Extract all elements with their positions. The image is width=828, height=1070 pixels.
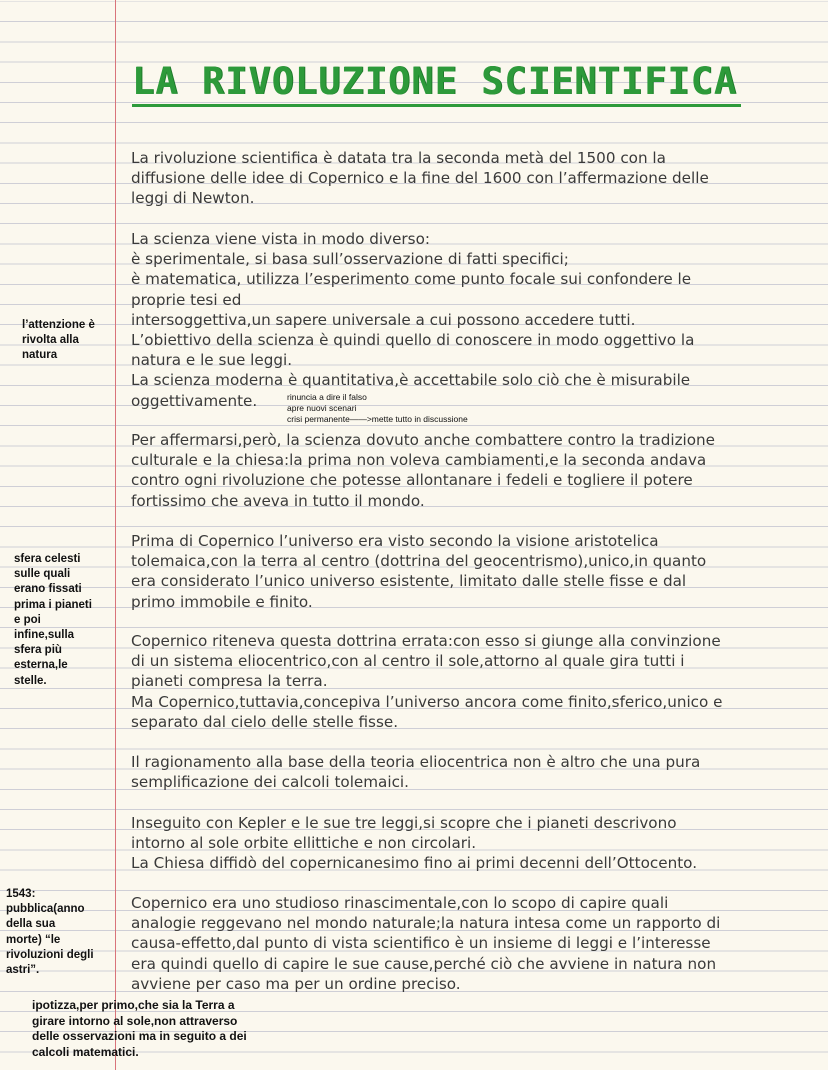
text-line: contro ogni rivoluzione che potesse allontanare i fedeli e togliere il potere: [131, 471, 693, 490]
side-note-line: morte) “le: [6, 933, 61, 946]
side-note-line: della sua: [6, 918, 56, 931]
side-note-line: pubblica(anno: [6, 903, 85, 916]
side-note-line: stelle.: [14, 674, 47, 687]
text-line: La rivoluzione scientifica è datata tra la seconda metà del 1500 con la: [131, 149, 666, 167]
text-line: intorno al sole orbite ellittiche e non circolari.: [131, 834, 477, 853]
bottom-note: [32, 998, 247, 1060]
text-line: primo immobile e finito.: [131, 592, 313, 611]
paragraph-kepler: [131, 813, 697, 874]
margin-line: [115, 0, 116, 1070]
side-note-line: e poi: [14, 613, 41, 626]
small-note-line: rinuncia a dire il falso: [287, 392, 367, 402]
small-note-line: apre nuovi scenari: [287, 403, 357, 413]
side-note-1543: [6, 887, 94, 978]
text-line: fortissimo che aveva in tutto il mondo.: [131, 491, 425, 510]
small-note-line: crisi permanente——>mette tutto in discussione: [287, 414, 468, 424]
paragraph-intro: [131, 148, 709, 209]
side-note-nature: [22, 318, 95, 364]
text-line: culturale e la chiesa:la prima non voleva cambiamenti,e la seconda andava: [131, 451, 707, 470]
text-line: intersoggettiva,un sapere universale a cui possono accedere tutti.: [131, 310, 636, 329]
text-line: Copernico riteneva questa dottrina errata:con esso si giunge alla convinzione: [131, 632, 721, 650]
bottom-note-line: delle osservazioni ma in seguito a dei: [32, 1029, 247, 1043]
text-line: è matematica, utilizza l’esperimento come punto focale sui confondere le: [131, 270, 692, 289]
bottom-note-line: girare intorno al sole,non attraverso: [32, 1013, 238, 1028]
text-line: oggettivamente.: [131, 391, 258, 410]
text-line: diffusione delle idee di Copernico e la fine del 1600 con l’affermazione delle: [131, 169, 709, 188]
text-line: Per affermarsi,però, la scienza dovuto anche combattere contro la tradizione: [131, 431, 716, 449]
text-line: proprie tesi ed: [131, 290, 242, 309]
text-line: è sperimentale, si basa sull’osservazione di fatti specifici;: [131, 250, 569, 269]
paragraph-renaissance: [131, 893, 720, 994]
text-line: La scienza moderna è quantitativa,è accettabile solo ciò che è misurabile: [131, 371, 691, 390]
text-line: causa-effetto,dal punto di vista scientifico è un insieme di leggi e l’interesse: [131, 934, 711, 953]
text-line: pianeti compresa la terra.: [131, 672, 328, 691]
text-line: analogie reggevano nel mondo naturale;la natura intesa come un rapporto di: [131, 914, 721, 933]
bottom-note-line: ipotizza,per primo,che sia la Terra a: [32, 998, 235, 1012]
text-line: leggi di Newton.: [131, 189, 255, 208]
text-line: Prima di Copernico l’universo era visto secondo la visione aristotelica: [131, 532, 659, 550]
paragraph-heliocentric: [131, 752, 700, 792]
text-line: avviene per caso ma per un ordine preciso.: [131, 974, 461, 993]
text-line: Copernico era uno studioso rinascimentale,con lo scopo di capire quali: [131, 894, 669, 912]
text-line: La scienza viene vista in modo diverso:: [131, 230, 430, 248]
text-line: semplificazione dei calcoli tolemaici.: [131, 773, 409, 792]
text-line: La Chiesa diffidò del copernicanesimo fino ai primi decenni dell’Ottocento.: [131, 854, 698, 873]
paragraph-science: [131, 229, 694, 411]
text-line: Ma Copernico,tuttavia,concepiva l’universo ancora come finito,sferico,unico e: [131, 692, 723, 711]
side-note-spheres: [14, 552, 92, 689]
side-note-line: rivoluzioni degli: [6, 948, 94, 961]
side-note-line: rivolta alla: [22, 334, 79, 347]
side-note-line: erano fissati: [14, 583, 82, 596]
text-line: Il ragionamento alla base della teoria eliocentrica non è altro che una pura: [131, 753, 701, 771]
text-line: separato dal cielo delle stelle fisse.: [131, 712, 399, 731]
side-note-line: sfera celesti: [14, 553, 81, 565]
text-line: natura e le sue leggi.: [131, 351, 293, 370]
text-line: tolemaica,con la terra al centro (dottrina del geocentrismo),unico,in quanto: [131, 552, 707, 571]
paragraph-opposition: [131, 430, 715, 511]
side-note-line: prima i pianeti: [14, 598, 92, 611]
side-note-line: l’attenzione è: [22, 319, 95, 331]
side-note-line: sfera più: [14, 644, 62, 657]
side-note-line: sulle quali: [14, 568, 71, 581]
side-note-line: 1543:: [6, 888, 36, 900]
text-line: di un sistema eliocentrico,con al centro il sole,attorno al quale gira tutti i: [131, 652, 685, 671]
paragraph-copernicus: [131, 631, 723, 732]
text-line: era considerato l’unico universo esistente, limitato dalle stelle fisse e dal: [131, 572, 687, 591]
text-line: Inseguito con Kepler e le sue tre leggi,si scopre che i pianeti descrivono: [131, 814, 677, 832]
side-note-line: natura: [22, 349, 58, 362]
side-note-line: astri”.: [6, 964, 40, 977]
small-note: [287, 392, 468, 425]
side-note-line: infine,sulla: [14, 629, 75, 642]
side-note-line: esterna,le: [14, 659, 68, 672]
text-line: era quindi quello di capire le sue cause,perché ciò che avviene in natura non: [131, 954, 717, 973]
text-line: L’obiettivo della scienza è quindi quello di conoscere in modo oggettivo la: [131, 331, 695, 350]
paragraph-geocentrism: [131, 531, 706, 612]
page-title: LA RIVOLUZIONE SCIENTIFICA: [132, 60, 741, 107]
bottom-note-line: calcoli matematici.: [32, 1044, 139, 1059]
